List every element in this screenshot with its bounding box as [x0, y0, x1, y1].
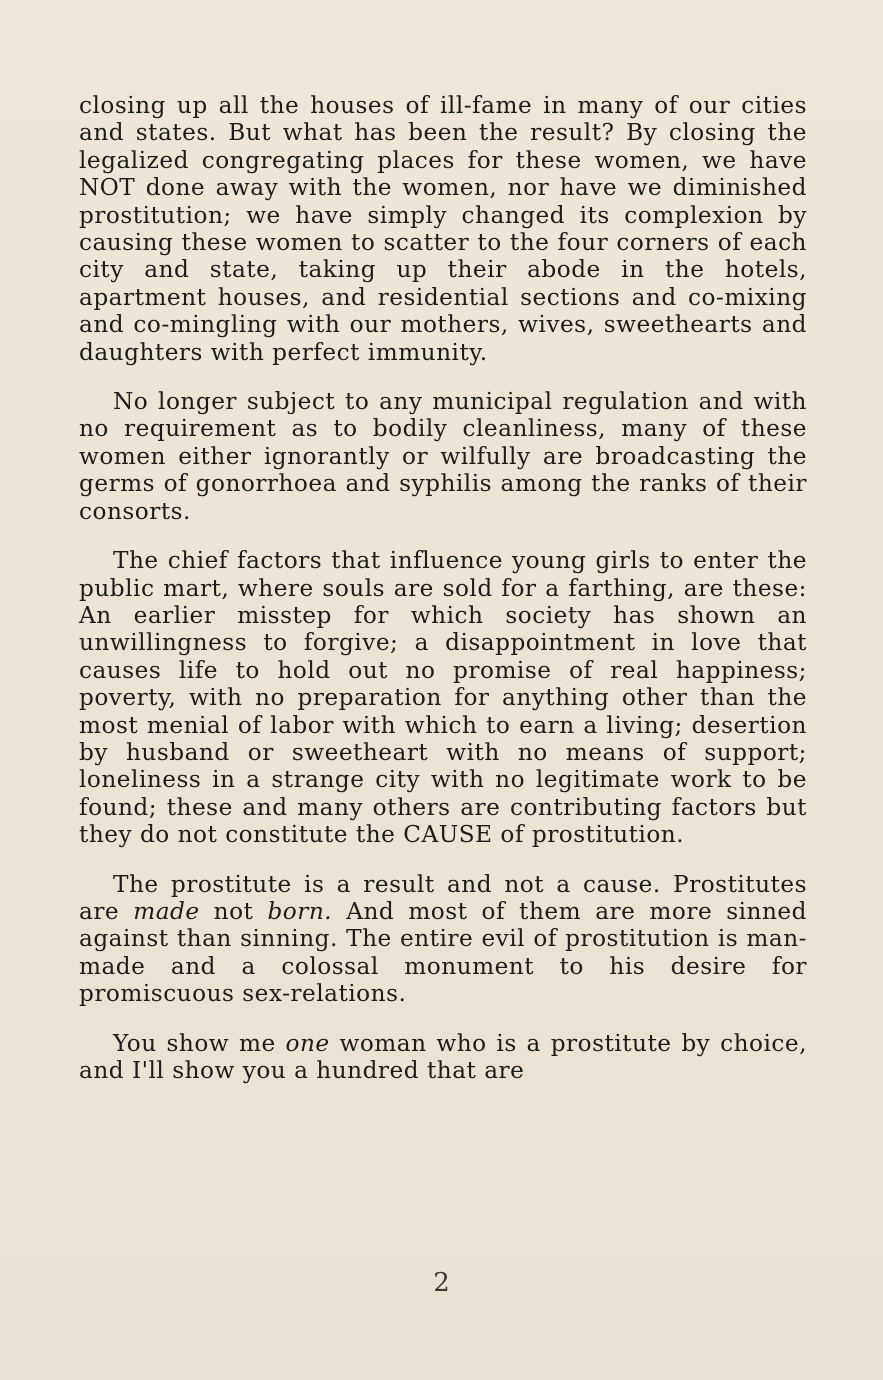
paragraph-5-text-a: You show me: [113, 1029, 286, 1057]
paragraph-4-emphasis-made: made: [133, 897, 200, 925]
paragraph-4-text-c: And most of them are more sinned against than sinning. The entire evil of prostitution is man-made and a colossal monument to his desire for promiscuous sex-relations.: [79, 897, 807, 1008]
paragraph-4-emphasis-born: born.: [267, 897, 333, 925]
paragraph-4-text-b: not: [199, 897, 268, 925]
paragraph-2-text: No longer subject to any municipal regulation and with no requirement as to bodily cleanliness, many of these women either ignorantly or wilfully are broadcasting the germs of gonorrhoea and syphilis among the ranks of their consorts.: [79, 388, 807, 525]
paragraph-5-emphasis-one: one: [285, 1029, 330, 1057]
paragraph-5: [79, 1030, 807, 1085]
page-number: 2: [433, 1268, 450, 1298]
paragraph-4-text-a: The prostitute is a result and not a cause. Prostitutes are: [79, 870, 807, 925]
paragraph-1: [79, 92, 807, 366]
paragraph-3-text: The chief factors that influence young girls to enter the public mart, where souls are sold for a farthing, are these: An earlier misstep for which society has shown an unwillingness to forgive; a disappointment in love that causes life to hold out no promise of real happiness; poverty, with no preparation for anything other than the most menial of labor with which to earn a living; desertion by husband or sweetheart with no means of support; loneliness in a strange city with no legitimate work to be found; these and many others are contributing factors but they do not constitute the CAUSE of prostitution.: [79, 547, 807, 849]
paragraph-5-text-b: woman who is a prostitute by choice, and I'll show you a hundred that are: [79, 1029, 807, 1084]
paragraph-3: [79, 547, 807, 848]
paragraph-2: [79, 388, 807, 525]
body-text: [79, 92, 807, 1106]
paragraph-1-text: closing up all the houses of ill-fame in many of our cities and states. But what has been the result? By closing the legalized congregating places for these women, we have NOT done away with the women, nor have we diminished prostitution; we have simply changed its complexion by causing these women to scatter to the four corners of each city and state, taking up their abode in the hotels, apartment houses, and residential sections and co-mixing and co-mingling with our mothers, wives, sweethearts and daughters with perfect immunity.: [79, 92, 807, 366]
paragraph-4: [79, 871, 807, 1008]
